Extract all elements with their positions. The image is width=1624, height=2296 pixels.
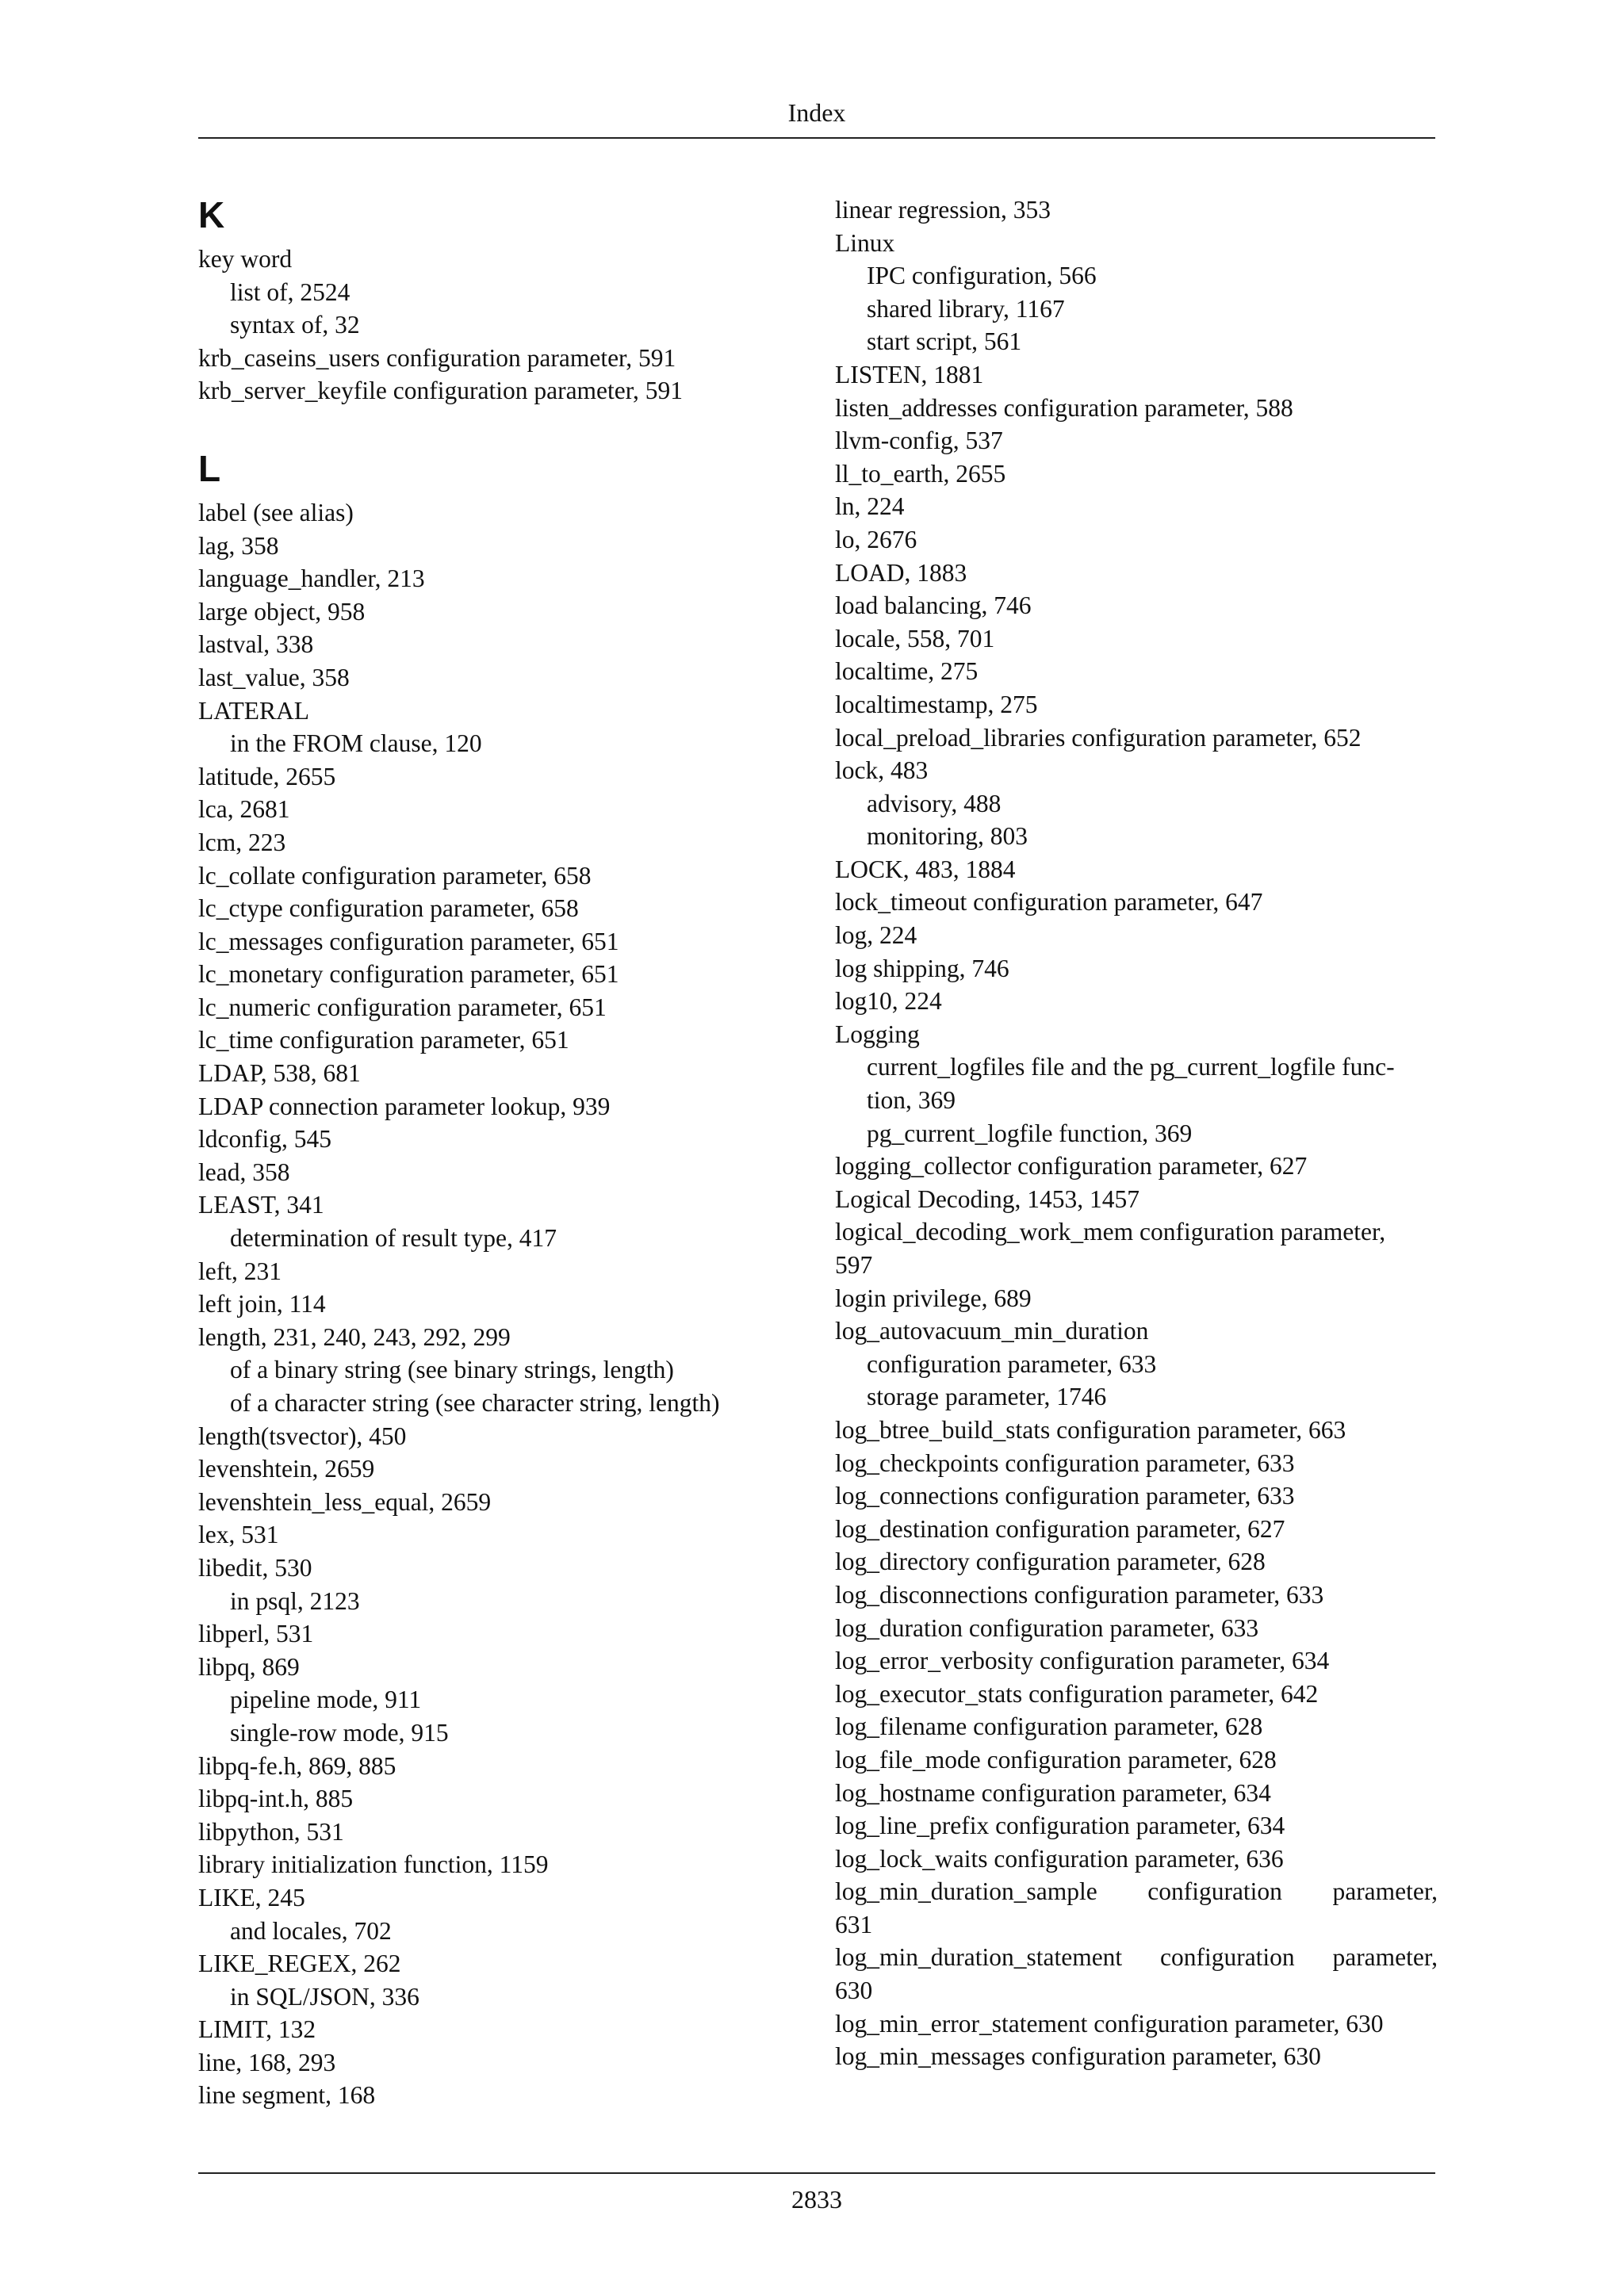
right-entries: [835, 193, 1438, 2073]
index-entry: log_hostname configuration parameter, 634: [835, 1778, 1271, 1807]
index-entry: log_filename configuration parameter, 628: [835, 1712, 1263, 1741]
index-entry: log_min_error_statement configuration parameter, 630: [835, 2009, 1384, 2038]
index-subentry: single-row mode, 915: [230, 1718, 449, 1747]
index-subentry: determination of result type, 417: [230, 1224, 557, 1253]
index-entry: levenshtein_less_equal, 2659: [198, 1487, 492, 1516]
index-entry: ln, 224: [835, 492, 905, 521]
index-subentry: pg_current_logfile function, 369: [867, 1119, 1193, 1147]
index-entry: lc_ctype configuration parameter, 658: [198, 894, 579, 923]
index-entry: levenshtein, 2659: [198, 1455, 375, 1483]
index-entry: log, 224: [835, 921, 917, 950]
index-entry: logging_collector configuration parameter, 627: [835, 1152, 1308, 1181]
index-entry: log_min_duration_sample configuration parameter,: [835, 1877, 1438, 1906]
index-entry: log_min_messages configuration parameter, 630: [835, 2042, 1321, 2071]
index-subentry: configuration parameter, 633: [867, 1349, 1157, 1378]
index-entry: log_directory configuration parameter, 628: [835, 1548, 1266, 1576]
index-entry: lc_collate configuration parameter, 658: [198, 861, 592, 890]
index-entry: load balancing, 746: [835, 591, 1032, 620]
index-entry: log_disconnections configuration parameter, 633: [835, 1580, 1324, 1609]
index-entry: ll_to_earth, 2655: [835, 459, 1006, 488]
index-entry: LEAST, 341: [198, 1191, 324, 1219]
index-entry: localtime, 275: [835, 657, 979, 686]
index-entry: log shipping, 746: [835, 954, 1009, 982]
index-entry: log_executor_stats configuration parameter, 642: [835, 1679, 1319, 1708]
header-rule: [198, 137, 1435, 139]
index-entry: label (see alias): [198, 498, 354, 526]
index-subentry: list of, 2524: [230, 277, 350, 306]
k-entries: [198, 243, 801, 408]
index-entry: left join, 114: [198, 1290, 326, 1318]
index-entry: 597: [835, 1251, 873, 1279]
index-entry: log_lock_waits configuration parameter, 636: [835, 1844, 1284, 1873]
index-entry: libpq-fe.h, 869, 885: [198, 1751, 396, 1780]
index-entry: Logging: [835, 1020, 920, 1048]
index-subentry: current_logfiles file and the pg_current_logfile func-: [867, 1053, 1395, 1081]
index-subentry: syntax of, 32: [230, 311, 360, 339]
index-entry: log_line_prefix configuration parameter, 634: [835, 1812, 1285, 1840]
index-subentry: start script, 561: [867, 327, 1022, 356]
index-entry: length, 231, 240, 243, 292, 299: [198, 1322, 511, 1351]
index-entry: logical_decoding_work_mem configuration parameter,: [835, 1218, 1386, 1246]
index-entry: libpq-int.h, 885: [198, 1785, 354, 1813]
index-entry: libpq, 869: [198, 1652, 300, 1681]
index-entry: LIMIT, 132: [198, 2015, 316, 2044]
index-entry: lc_numeric configuration parameter, 651: [198, 993, 607, 1021]
index-entry: lo, 2676: [835, 525, 917, 553]
index-subentry: tion, 369: [867, 1086, 956, 1115]
index-entry: length(tsvector), 450: [198, 1422, 407, 1450]
index-entry: linear regression, 353: [835, 196, 1051, 224]
index-entry: log_checkpoints configuration parameter, 633: [835, 1448, 1295, 1477]
index-entry: log_duration configuration parameter, 633: [835, 1613, 1259, 1642]
index-entry: Logical Decoding, 1453, 1457: [835, 1184, 1140, 1213]
index-subentry: and locales, 702: [230, 1916, 392, 1945]
index-entry: krb_server_keyfile configuration parameter, 591: [198, 377, 683, 405]
index-entry: lex, 531: [198, 1521, 279, 1549]
index-entry: 631: [835, 1910, 873, 1938]
index-entry: libperl, 531: [198, 1620, 314, 1648]
index-entry: LOAD, 1883: [835, 558, 967, 587]
index-entry: listen_addresses configuration parameter, 588: [835, 393, 1293, 422]
index-subentry: advisory, 488: [867, 789, 1002, 817]
index-entry: lastval, 338: [198, 630, 314, 659]
index-subentry: of a binary string (see binary strings, length): [230, 1356, 674, 1384]
index-entry: LDAP connection parameter lookup, 939: [198, 1092, 611, 1120]
index-entry: krb_caseins_users configuration parameter, 591: [198, 343, 676, 372]
index-entry: lock, 483: [835, 756, 929, 785]
index-subentry: pipeline mode, 911: [230, 1686, 422, 1714]
index-entry: lc_monetary configuration parameter, 651: [198, 960, 619, 989]
index-entry: large object, 958: [198, 597, 366, 626]
index-entry: local_preload_libraries configuration parameter, 652: [835, 723, 1362, 752]
footer-rule: [198, 2172, 1435, 2174]
index-entry: lc_time configuration parameter, 651: [198, 1026, 569, 1054]
l-entries: [198, 496, 801, 2112]
section-letter-k: K: [198, 194, 225, 235]
right-column: [835, 193, 1438, 2073]
index-entry: log_connections configuration parameter, 633: [835, 1482, 1295, 1510]
section-letter-l: L: [198, 447, 221, 489]
index-subentry: IPC configuration, 566: [867, 262, 1097, 290]
index-entry: log_btree_build_stats configuration parameter, 663: [835, 1415, 1346, 1444]
index-entry: lc_messages configuration parameter, 651: [198, 927, 619, 955]
index-entry: line, 168, 293: [198, 2048, 336, 2076]
index-subentry: monitoring, 803: [867, 822, 1028, 851]
index-entry: log10, 224: [835, 987, 942, 1016]
index-entry: login privilege, 689: [835, 1284, 1032, 1312]
index-entry: log_file_mode configuration parameter, 628: [835, 1745, 1277, 1774]
index-entry: log_destination configuration parameter, 627: [835, 1514, 1285, 1543]
index-entry: ldconfig, 545: [198, 1125, 331, 1154]
index-entry: left, 231: [198, 1257, 282, 1285]
index-entry: localtimestamp, 275: [835, 690, 1038, 718]
running-head: Index: [787, 98, 846, 127]
index-subentry: in the FROM clause, 120: [230, 729, 482, 758]
left-column: [198, 190, 801, 2112]
index-entry: log_error_verbosity configuration parameter, 634: [835, 1647, 1330, 1675]
index-entry: lock_timeout configuration parameter, 647: [835, 888, 1263, 916]
index-entry: Linux: [835, 228, 895, 257]
page-number: 2833: [791, 2185, 842, 2214]
index-entry: LOCK, 483, 1884: [835, 855, 1016, 883]
index-entry: LDAP, 538, 681: [198, 1059, 361, 1088]
index-entry: llvm-config, 537: [835, 427, 1003, 455]
index-entry: LATERAL: [198, 696, 309, 725]
index-entry: log_autovacuum_min_duration: [835, 1317, 1149, 1345]
section-gap: [198, 408, 801, 444]
index-entry: library initialization function, 1159: [198, 1850, 549, 1879]
index-entry: LIKE_REGEX, 262: [198, 1950, 401, 1978]
index-entry: language_handler, 213: [198, 564, 425, 593]
index-entry: libpython, 531: [198, 1817, 344, 1846]
index-subentry: in psql, 2123: [230, 1586, 360, 1615]
index-entry: lead, 358: [198, 1158, 290, 1186]
index-entry: libedit, 530: [198, 1553, 312, 1582]
index-subentry: in SQL/JSON, 336: [230, 1982, 419, 2011]
index-entry: last_value, 358: [198, 663, 350, 691]
index-subentry: of a character string (see character string, length): [230, 1389, 720, 1417]
index-entry: lag, 358: [198, 531, 279, 560]
index-entry: latitude, 2655: [198, 762, 336, 790]
index-subentry: storage parameter, 1746: [867, 1383, 1107, 1411]
index-entry: 630: [835, 1976, 873, 2005]
index-entry: line segment, 168: [198, 2081, 376, 2110]
index-entry: LIKE, 245: [198, 1883, 305, 1911]
index-entry: lcm, 223: [198, 828, 286, 856]
index-entry: log_min_duration_statement configuration parameter,: [835, 1943, 1438, 1972]
index-entry: key word: [198, 245, 293, 273]
index-subentry: shared library, 1167: [867, 294, 1065, 323]
index-entry: locale, 558, 701: [835, 624, 995, 652]
index-entry: lca, 2681: [198, 795, 290, 824]
index-entry: LISTEN, 1881: [835, 360, 984, 388]
